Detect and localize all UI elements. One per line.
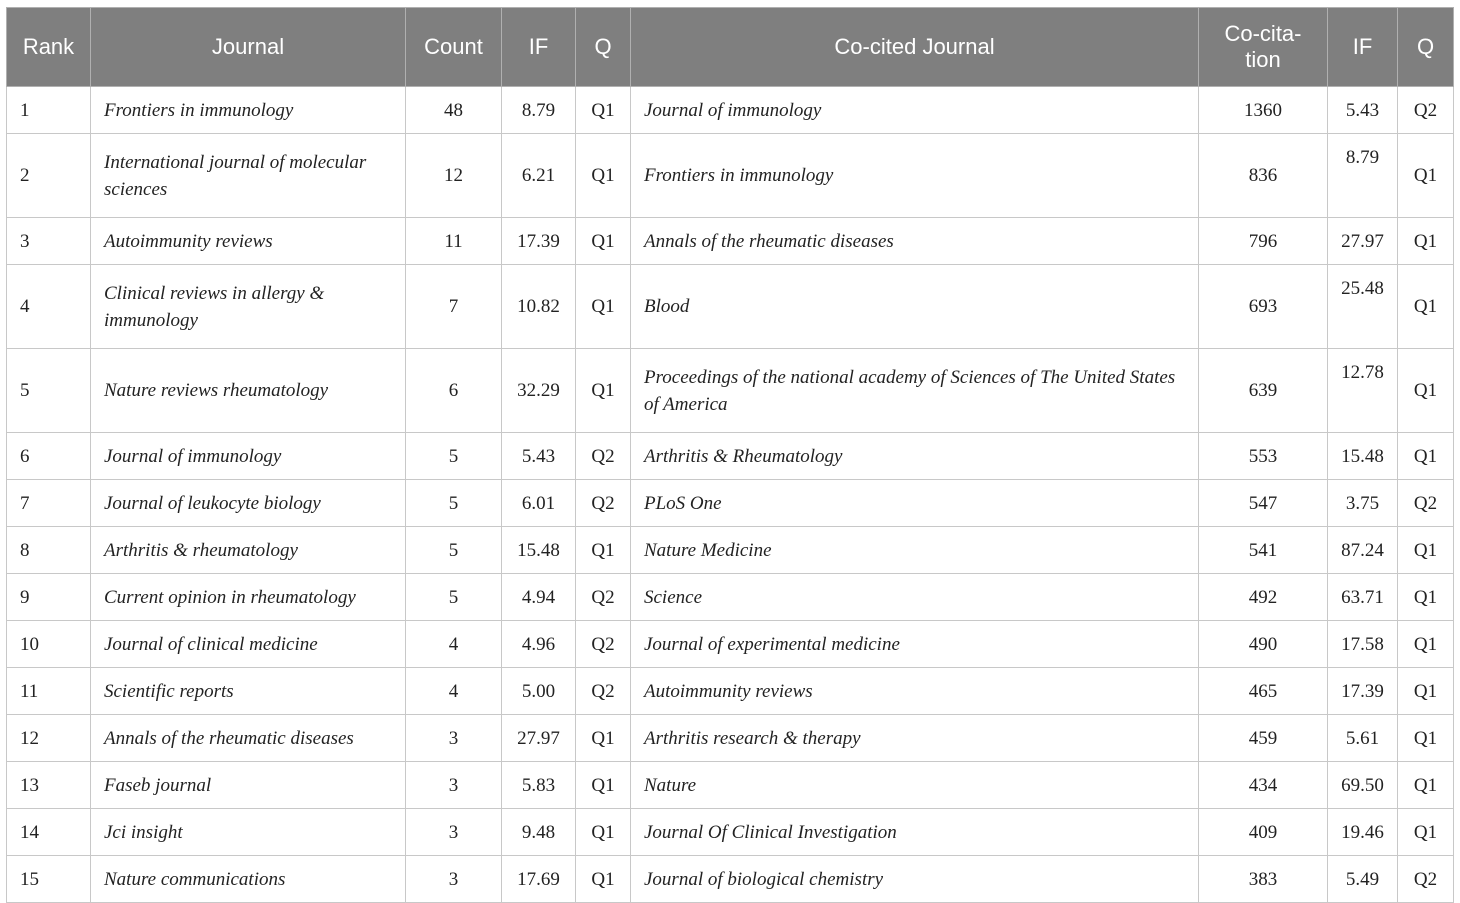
cocited-if-cell: 8.79 <box>1328 134 1398 218</box>
cocited-journal-cell: PLoS One <box>631 480 1199 527</box>
cocitation-cell: 465 <box>1199 668 1328 715</box>
cocited-journal-cell: Nature <box>631 762 1199 809</box>
cocitation-cell: 459 <box>1199 715 1328 762</box>
table-row <box>7 809 1454 856</box>
journal-cell: Journal of leukocyte biology <box>91 480 406 527</box>
cocited-journal-cell: Annals of the rheumatic diseases <box>631 218 1199 265</box>
table-row <box>7 715 1454 762</box>
table-row <box>7 218 1454 265</box>
count-cell: 5 <box>406 527 502 574</box>
cocitation-cell: 383 <box>1199 856 1328 903</box>
cocited-q-cell: Q1 <box>1398 668 1454 715</box>
cocited-journal-cell: Arthritis research & therapy <box>631 715 1199 762</box>
cocited-journal-cell: Blood <box>631 265 1199 349</box>
journal-cell: Annals of the rheumatic diseases <box>91 715 406 762</box>
if-cell: 15.48 <box>502 527 576 574</box>
rank-cell: 13 <box>7 762 91 809</box>
header-count: Count <box>406 8 502 87</box>
cocited-journal-cell: Journal of immunology <box>631 87 1199 134</box>
journal-cell: Autoimmunity reviews <box>91 218 406 265</box>
cocitation-cell: 553 <box>1199 433 1328 480</box>
q-cell: Q1 <box>576 218 631 265</box>
rank-cell: 5 <box>7 349 91 433</box>
cocited-if-cell: 12.78 <box>1328 349 1398 433</box>
header-journal: Journal <box>91 8 406 87</box>
header-cocitation-line2: tion <box>1245 47 1281 72</box>
rank-cell: 1 <box>7 87 91 134</box>
cocitation-cell: 1360 <box>1199 87 1328 134</box>
header-cocitation <box>1199 8 1328 87</box>
header-cocited-journal: Co-cited Journal <box>631 8 1199 87</box>
table-row <box>7 134 1454 218</box>
cocited-journal-cell: Journal of biological chemistry <box>631 856 1199 903</box>
cocited-q-cell: Q1 <box>1398 433 1454 480</box>
journal-cell: Current opinion in rheumatology <box>91 574 406 621</box>
table-row <box>7 621 1454 668</box>
journal-cell: Jci insight <box>91 809 406 856</box>
cocited-q-cell: Q2 <box>1398 856 1454 903</box>
rank-cell: 15 <box>7 856 91 903</box>
journal-cell: International journal of molecular sciences <box>91 134 406 218</box>
if-cell: 32.29 <box>502 349 576 433</box>
rank-cell: 11 <box>7 668 91 715</box>
cocitation-cell: 639 <box>1199 349 1328 433</box>
rank-cell: 3 <box>7 218 91 265</box>
cocited-q-cell: Q1 <box>1398 621 1454 668</box>
table-row <box>7 349 1454 433</box>
count-cell: 4 <box>406 621 502 668</box>
cocited-if-cell: 27.97 <box>1328 218 1398 265</box>
count-cell: 3 <box>406 856 502 903</box>
count-cell: 3 <box>406 809 502 856</box>
cocited-if-cell: 17.58 <box>1328 621 1398 668</box>
table-row <box>7 87 1454 134</box>
cocited-if-cell: 15.48 <box>1328 433 1398 480</box>
journal-cell: Journal of immunology <box>91 433 406 480</box>
rank-cell: 9 <box>7 574 91 621</box>
table-row <box>7 433 1454 480</box>
rank-cell: 14 <box>7 809 91 856</box>
cocited-journal-cell: Frontiers in immunology <box>631 134 1199 218</box>
cocitation-cell: 547 <box>1199 480 1328 527</box>
if-cell: 9.48 <box>502 809 576 856</box>
count-cell: 5 <box>406 574 502 621</box>
cocitation-cell: 434 <box>1199 762 1328 809</box>
journal-cell: Journal of clinical medicine <box>91 621 406 668</box>
cocited-q-cell: Q1 <box>1398 574 1454 621</box>
cocitation-cell: 492 <box>1199 574 1328 621</box>
cocited-if-cell: 87.24 <box>1328 527 1398 574</box>
cocited-if-cell: 69.50 <box>1328 762 1398 809</box>
journal-cell: Nature reviews rheumatology <box>91 349 406 433</box>
cocited-journal-cell: Arthritis & Rheumatology <box>631 433 1199 480</box>
table-row <box>7 856 1454 903</box>
journal-cell: Faseb journal <box>91 762 406 809</box>
if-cell: 5.43 <box>502 433 576 480</box>
q-cell: Q1 <box>576 87 631 134</box>
cocited-if-cell: 5.61 <box>1328 715 1398 762</box>
rank-cell: 4 <box>7 265 91 349</box>
cocited-if-cell: 63.71 <box>1328 574 1398 621</box>
if-cell: 27.97 <box>502 715 576 762</box>
journal-cell: Scientific reports <box>91 668 406 715</box>
if-cell: 8.79 <box>502 87 576 134</box>
if-cell: 17.39 <box>502 218 576 265</box>
header-row <box>7 8 1454 87</box>
header-rank: Rank <box>7 8 91 87</box>
cocited-q-cell: Q2 <box>1398 480 1454 527</box>
if-cell: 5.00 <box>502 668 576 715</box>
header-cocited-if: IF <box>1328 8 1398 87</box>
q-cell: Q2 <box>576 480 631 527</box>
table-row <box>7 480 1454 527</box>
q-cell: Q1 <box>576 134 631 218</box>
header-if: IF <box>502 8 576 87</box>
if-cell: 6.01 <box>502 480 576 527</box>
if-cell: 4.94 <box>502 574 576 621</box>
count-cell: 3 <box>406 715 502 762</box>
q-cell: Q2 <box>576 621 631 668</box>
count-cell: 3 <box>406 762 502 809</box>
count-cell: 6 <box>406 349 502 433</box>
count-cell: 7 <box>406 265 502 349</box>
if-cell: 5.83 <box>502 762 576 809</box>
cocitation-cell: 836 <box>1199 134 1328 218</box>
cocited-if-cell: 5.43 <box>1328 87 1398 134</box>
journal-table <box>6 7 1454 903</box>
cocited-q-cell: Q1 <box>1398 809 1454 856</box>
q-cell: Q2 <box>576 668 631 715</box>
cocited-q-cell: Q1 <box>1398 134 1454 218</box>
journal-cell: Frontiers in immunology <box>91 87 406 134</box>
q-cell: Q1 <box>576 856 631 903</box>
q-cell: Q1 <box>576 762 631 809</box>
count-cell: 48 <box>406 87 502 134</box>
q-cell: Q1 <box>576 809 631 856</box>
cocited-journal-cell: Journal Of Clinical Investigation <box>631 809 1199 856</box>
table-row <box>7 668 1454 715</box>
if-cell: 10.82 <box>502 265 576 349</box>
cocited-journal-cell: Nature Medicine <box>631 527 1199 574</box>
table-row <box>7 762 1454 809</box>
rank-cell: 8 <box>7 527 91 574</box>
cocited-if-cell: 17.39 <box>1328 668 1398 715</box>
rank-cell: 2 <box>7 134 91 218</box>
header-cocitation-line1: Co-cita- <box>1224 21 1302 46</box>
count-cell: 11 <box>406 218 502 265</box>
table-row <box>7 265 1454 349</box>
cocitation-cell: 490 <box>1199 621 1328 668</box>
q-cell: Q1 <box>576 715 631 762</box>
journal-cell: Arthritis & rheumatology <box>91 527 406 574</box>
cocited-q-cell: Q1 <box>1398 349 1454 433</box>
table-row <box>7 574 1454 621</box>
q-cell: Q1 <box>576 265 631 349</box>
cocitation-cell: 409 <box>1199 809 1328 856</box>
cocited-journal-cell: Science <box>631 574 1199 621</box>
cocited-q-cell: Q1 <box>1398 762 1454 809</box>
rank-cell: 7 <box>7 480 91 527</box>
cocitation-cell: 693 <box>1199 265 1328 349</box>
count-cell: 5 <box>406 480 502 527</box>
cocited-journal-cell: Proceedings of the national academy of Sciences of The United States of America <box>631 349 1199 433</box>
cocitation-cell: 796 <box>1199 218 1328 265</box>
count-cell: 4 <box>406 668 502 715</box>
cocited-if-cell: 19.46 <box>1328 809 1398 856</box>
header-q: Q <box>576 8 631 87</box>
if-cell: 6.21 <box>502 134 576 218</box>
count-cell: 5 <box>406 433 502 480</box>
rank-cell: 6 <box>7 433 91 480</box>
rank-cell: 12 <box>7 715 91 762</box>
cocited-journal-cell: Autoimmunity reviews <box>631 668 1199 715</box>
q-cell: Q2 <box>576 574 631 621</box>
journal-cell: Clinical reviews in allergy & immunology <box>91 265 406 349</box>
cocited-q-cell: Q1 <box>1398 527 1454 574</box>
cocitation-cell: 541 <box>1199 527 1328 574</box>
cocited-if-cell: 5.49 <box>1328 856 1398 903</box>
rank-cell: 10 <box>7 621 91 668</box>
cocited-q-cell: Q1 <box>1398 218 1454 265</box>
cocited-q-cell: Q1 <box>1398 715 1454 762</box>
if-cell: 17.69 <box>502 856 576 903</box>
cocited-q-cell: Q2 <box>1398 87 1454 134</box>
journal-cell: Nature communications <box>91 856 406 903</box>
cocited-if-cell: 3.75 <box>1328 480 1398 527</box>
header-cocited-q: Q <box>1398 8 1454 87</box>
if-cell: 4.96 <box>502 621 576 668</box>
q-cell: Q1 <box>576 527 631 574</box>
q-cell: Q2 <box>576 433 631 480</box>
cocited-journal-cell: Journal of experimental medicine <box>631 621 1199 668</box>
cocited-q-cell: Q1 <box>1398 265 1454 349</box>
q-cell: Q1 <box>576 349 631 433</box>
count-cell: 12 <box>406 134 502 218</box>
table-row <box>7 527 1454 574</box>
cocited-if-cell: 25.48 <box>1328 265 1398 349</box>
